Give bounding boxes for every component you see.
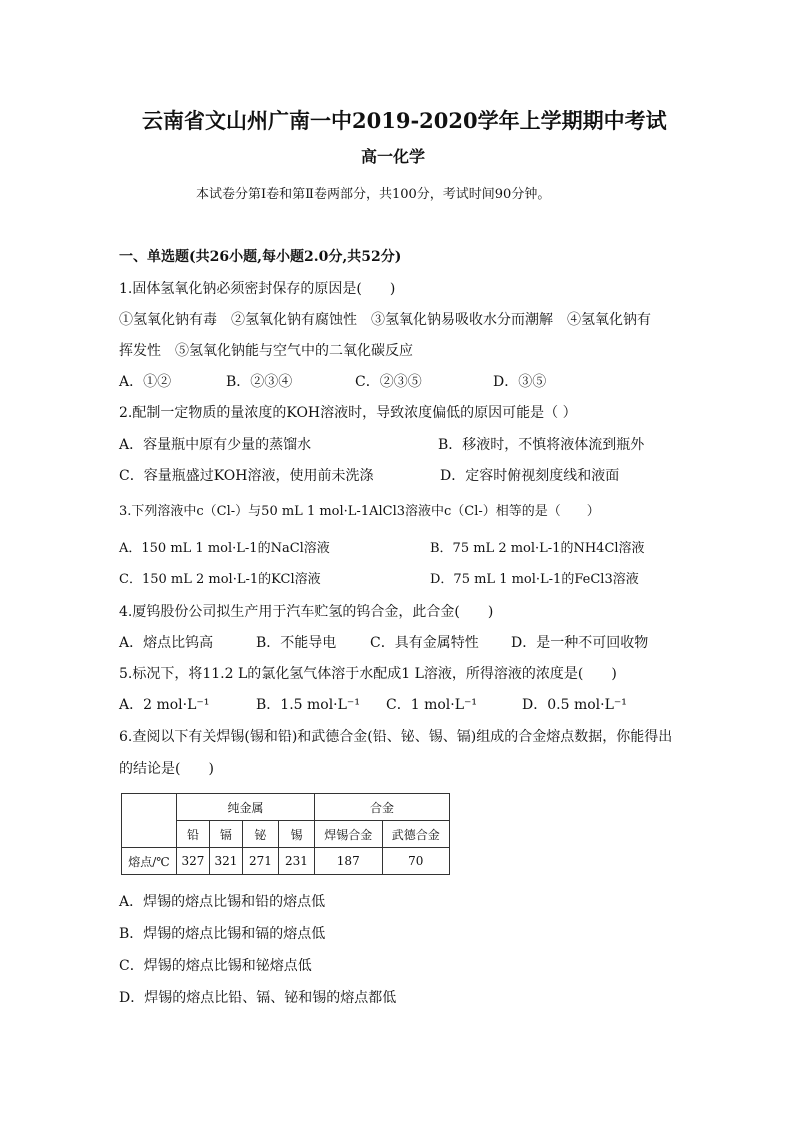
table-cell: 271 <box>242 848 278 875</box>
question-5-option-c: C．1 mol·L⁻¹ <box>386 697 477 713</box>
exam-instructions: 本试卷分第Ⅰ卷和第Ⅱ卷两部分，共100分，考试时间90分钟。 <box>196 187 551 202</box>
question-5-option-b: B．1.5 mol·L⁻¹ <box>256 697 360 713</box>
question-6-option-d: D．焊锡的熔点比铅、镉、铋和锡的熔点都低 <box>119 990 397 1006</box>
question-4-option-c: C．具有金属特性 <box>370 635 479 651</box>
question-1-option-b: B．②③④ <box>226 374 293 390</box>
question-2-option-a: A．容量瓶中原有少量的蒸馏水 <box>119 437 312 453</box>
question-1-statements-line2: 挥发性 ⑤氢氧化钠能与空气中的二氧化碳反应 <box>119 343 413 359</box>
question-4-option-d: D．是一种不可回收物 <box>511 635 649 651</box>
question-5-option-d: D．0.5 mol·L⁻¹ <box>522 697 627 713</box>
question-2-option-c: C．容量瓶盛过KOH溶液，使用前未洗涤 <box>119 468 374 484</box>
question-1-option-c: C．②③⑤ <box>355 374 422 390</box>
question-2-stem: 2.配制一定物质的量浓度的KOH溶液时，导致浓度偏低的原因可能是（ ） <box>119 405 577 421</box>
question-1-statements-line1: ①氢氧化钠有毒 ②氢氧化钠有腐蚀性 ③氢氧化钠易吸收水分而潮解 ④氢氧化钠有 <box>119 312 651 328</box>
question-1-option-a: A．①② <box>119 374 172 390</box>
table-cell: 187 <box>315 848 383 875</box>
table-cell: 231 <box>278 848 314 875</box>
section-heading: 一、单选题(共26小题,每小题2.0分,共52分) <box>119 249 402 265</box>
table-col-header: 铋 <box>242 821 278 848</box>
question-5-stem: 5.标况下，将11.2 L的氯化氢气体溶于水配成1 L溶液，所得溶液的浓度是( ) <box>119 666 617 682</box>
question-1-stem: 1.固体氢氧化钠必须密封保存的原因是( ) <box>119 281 396 297</box>
question-1-option-d: D．③⑤ <box>493 374 547 390</box>
table-cell: 70 <box>382 848 450 875</box>
table-cell: 327 <box>177 848 210 875</box>
table-col-header: 焊锡合金 <box>315 821 383 848</box>
question-6-stem-line2: 的结论是( ) <box>119 761 214 777</box>
table-col-header: 铅 <box>177 821 210 848</box>
question-4-option-b: B．不能导电 <box>256 635 337 651</box>
exam-title: 云南省文山州广南一中2019-2020学年上学期期中考试 <box>142 108 667 133</box>
question-2-option-b: B．移液时，不慎将液体流到瓶外 <box>438 437 645 453</box>
question-6-stem-line1: 6.查阅以下有关焊锡(锡和铅)和武德合金(铅、铋、锡、镉)组成的合金熔点数据，你能得出 <box>119 729 673 745</box>
table-col-header: 锡 <box>278 821 314 848</box>
table-corner-cell <box>122 794 177 848</box>
question-3-option-c: C．150 mL 2 mol·L-1的KCl溶液 <box>119 572 321 587</box>
question-3-stem: 3.下列溶液中c（Cl-）与50 mL 1 mol·L-1AlCl3溶液中c（Cl-）相等的是（ ） <box>119 504 600 519</box>
question-3-option-d: D．75 mL 1 mol·L-1的FeCl3溶液 <box>430 572 639 587</box>
table-header-alloys: 合金 <box>315 794 450 821</box>
subject-subtitle: 高一化学 <box>361 147 426 166</box>
table-header-pure-metals: 纯金属 <box>177 794 315 821</box>
question-6-option-b: B．焊锡的熔点比锡和镉的熔点低 <box>119 926 326 942</box>
question-4-stem: 4.厦钨股份公司拟生产用于汽车贮氢的钨合金，此合金( ) <box>119 604 494 620</box>
table-cell: 321 <box>209 848 242 875</box>
question-4-option-a: A．熔点比钨高 <box>119 635 214 651</box>
question-5-option-a: A．2 mol·L⁻¹ <box>119 697 210 713</box>
table-col-header: 镉 <box>209 821 242 848</box>
question-3-option-a: A．150 mL 1 mol·L-1的NaCl溶液 <box>119 541 330 556</box>
question-3-option-b: B．75 mL 2 mol·L-1的NH4Cl溶液 <box>430 541 645 556</box>
table-col-header: 武德合金 <box>382 821 450 848</box>
question-2-option-d: D．定容时俯视刻度线和液面 <box>440 468 620 484</box>
question-6-option-a: A．焊锡的熔点比锡和铅的熔点低 <box>119 894 326 910</box>
table-row-label: 熔点/℃ <box>122 848 177 875</box>
melting-point-table <box>121 793 450 875</box>
question-6-option-c: C．焊锡的熔点比锡和铋熔点低 <box>119 958 312 974</box>
